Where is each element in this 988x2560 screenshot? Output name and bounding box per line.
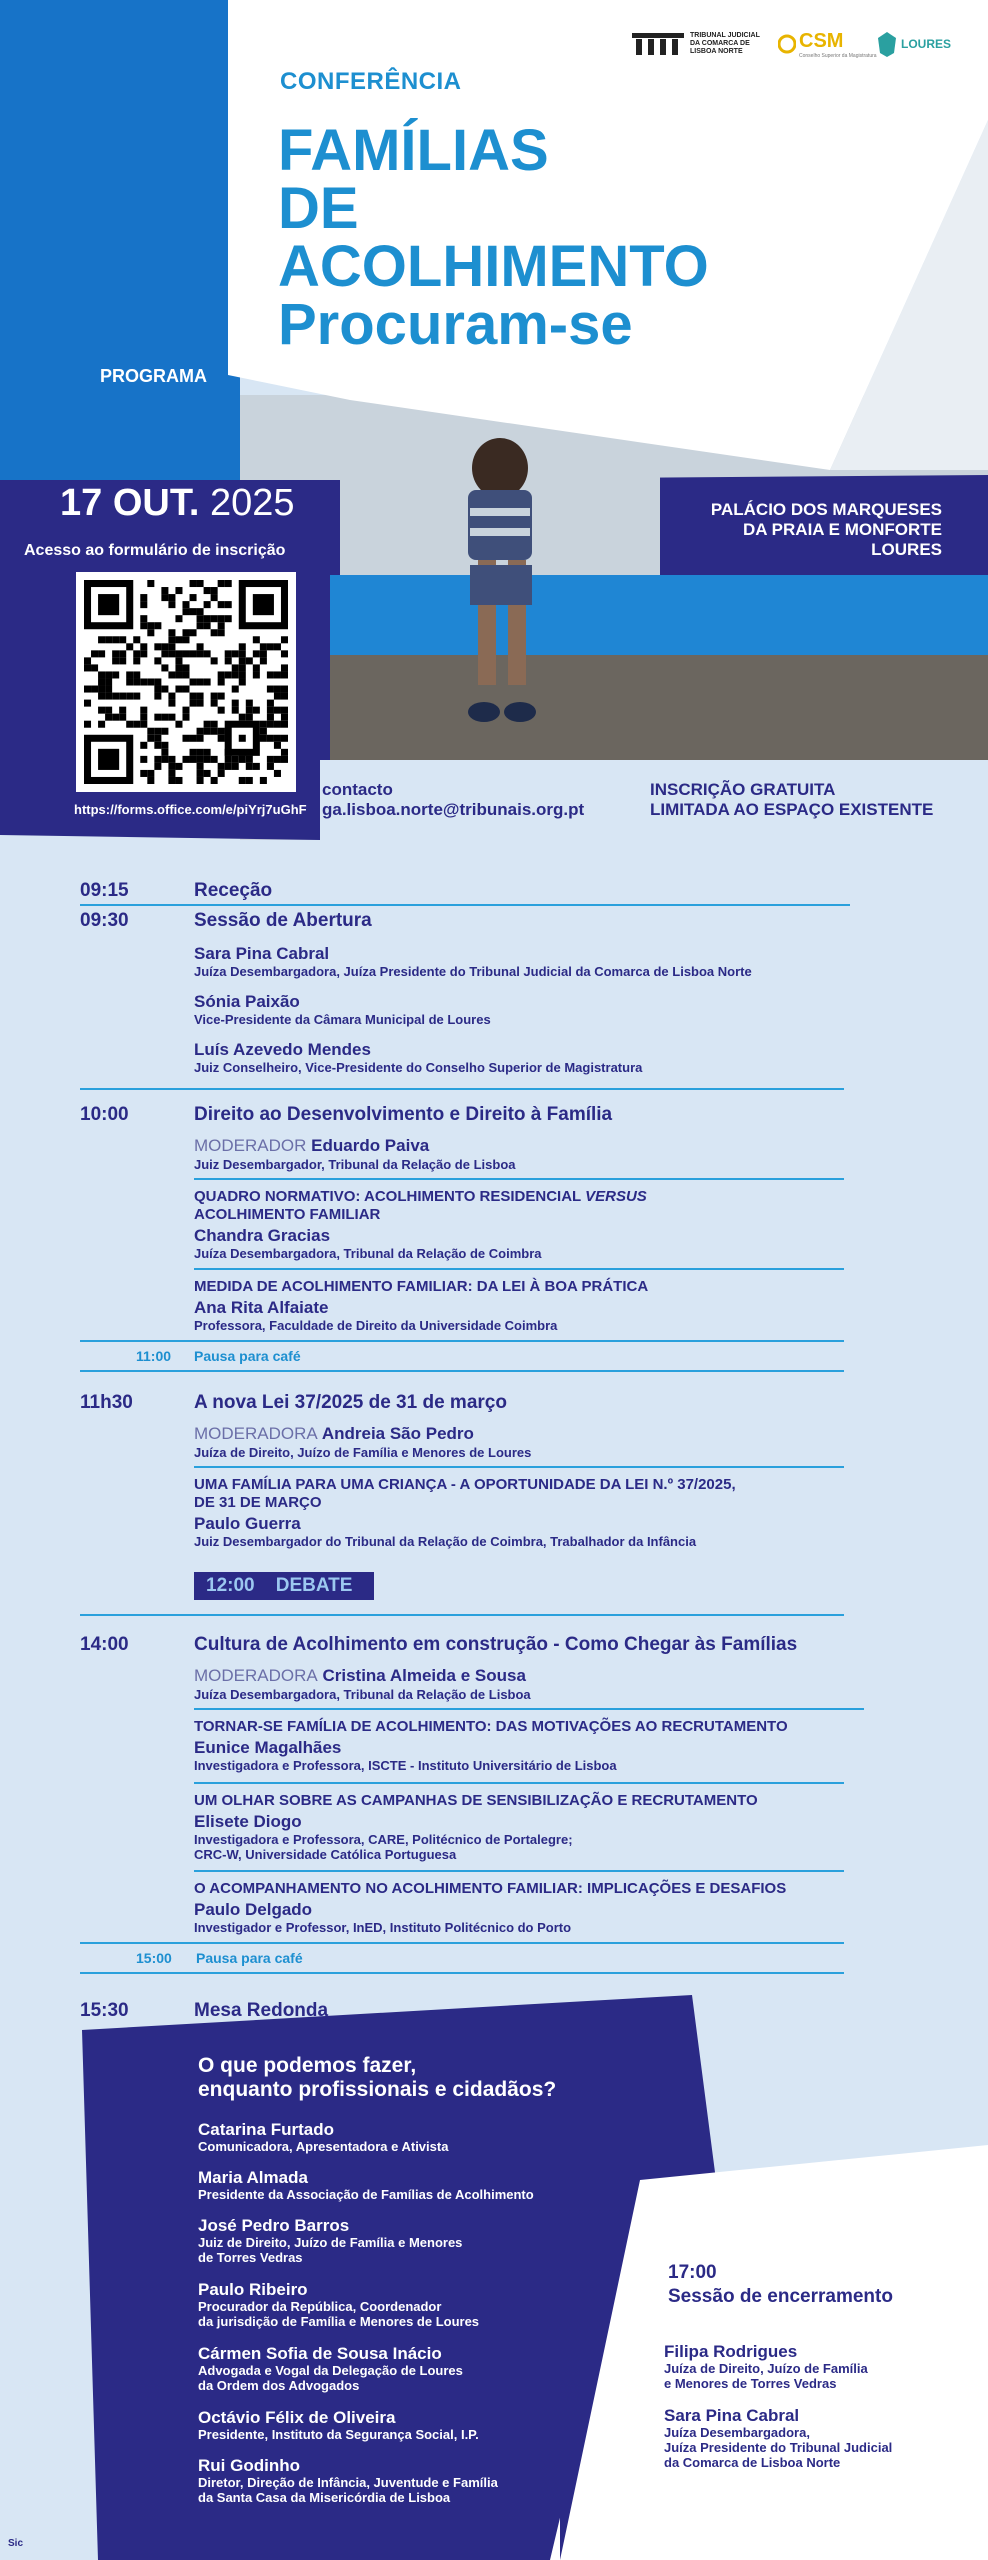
speaker-role: Professora, Faculdade de Direito da Universidade Coimbra bbox=[194, 1318, 558, 1333]
talk-title-line2: ACOLHIMENTO FAMILIAR bbox=[194, 1206, 381, 1223]
csm-logo-sub: Conselho Superior da Magistratura bbox=[799, 52, 877, 59]
moderator-name: Andreia São Pedro bbox=[321, 1424, 474, 1443]
panelist-name: Octávio Félix de Oliveira bbox=[198, 2408, 396, 2427]
session-title-round-table: Mesa Redonda bbox=[194, 2000, 329, 2021]
speaker-role: Investigadora e Professora, ISCTE - Instituto Universitário de Lisboa bbox=[194, 1758, 617, 1773]
speaker-name: Paulo Guerra bbox=[194, 1514, 301, 1533]
divider bbox=[194, 1708, 864, 1710]
pause-time: 15:00 bbox=[136, 1950, 172, 1966]
csm-emblem-icon bbox=[778, 29, 796, 59]
divider bbox=[80, 1088, 844, 1090]
venue: PALÁCIO DOS MARQUESES DA PRAIA E MONFORTE LOURES bbox=[710, 500, 942, 559]
footer-mark: Sic bbox=[8, 2538, 24, 2549]
divider bbox=[80, 1340, 844, 1342]
moderator-label: MODERADOR bbox=[194, 1136, 307, 1155]
speaker-name: Sónia Paixão bbox=[194, 992, 300, 1011]
session-title-reception: Receção bbox=[194, 880, 273, 901]
speaker-name: Elisete Diogo bbox=[194, 1812, 302, 1831]
time-1000: 10:00 bbox=[80, 1104, 129, 1125]
round-table-question: O que podemos fazer, enquanto profissionais e cidadãos? bbox=[198, 2054, 557, 2101]
loures-logo-text: LOURES bbox=[901, 37, 952, 51]
debate-label: DEBATE bbox=[275, 1575, 353, 1596]
contact-email[interactable]: ga.lisboa.norte@tribunais.org.pt bbox=[322, 800, 585, 819]
divider bbox=[194, 1466, 844, 1468]
divider bbox=[80, 1614, 844, 1616]
panelist-name: Maria Almada bbox=[198, 2168, 308, 2187]
session-title-1000: Direito ao Desenvolvimento e Direito à Família bbox=[194, 1104, 613, 1125]
talk-title: UM OLHAR SOBRE AS CAMPANHAS DE SENSIBILIZAÇÃO E RECRUTAMENTO bbox=[194, 1792, 758, 1809]
tribunal-logo-text: TRIBUNAL JUDICIAL DA COMARCA DE LISBOA NORTE bbox=[690, 32, 760, 55]
speaker-role: Juiz Conselheiro, Vice-Presidente do Conselho Superior de Magistratura bbox=[194, 1060, 643, 1075]
tribunal-building-icon bbox=[630, 29, 686, 59]
form-url[interactable]: https://forms.office.com/e/piYrj7uGhF bbox=[74, 802, 307, 817]
panelist-role: Diretor, Direção de Infância, Juventude e Família da Santa Casa da Misericórdia de Lisboa bbox=[198, 2475, 498, 2505]
session-title-closing: Sessão de encerramento bbox=[668, 2286, 893, 2307]
time-1130: 11h30 bbox=[80, 1392, 133, 1413]
registration-qr-code[interactable] bbox=[76, 572, 296, 792]
talk-title bbox=[194, 1188, 647, 1205]
pause-label: Pausa para café bbox=[196, 1950, 303, 1966]
speaker-role: Vice-Presidente da Câmara Municipal de Loures bbox=[194, 1012, 491, 1027]
divider bbox=[194, 1870, 844, 1872]
speaker-role: Juiz Desembargador do Tribunal da Relação de Coimbra, Trabalhador da Infância bbox=[194, 1534, 697, 1549]
speaker-role: Investigador e Professor, InED, Instituto Politécnico do Porto bbox=[194, 1920, 572, 1935]
moderator-name: Cristina Almeida e Sousa bbox=[322, 1666, 526, 1685]
talk-title: TORNAR-SE FAMÍLIA DE ACOLHIMENTO: DAS MOTIVAÇÕES AO RECRUTAMENTO bbox=[194, 1718, 788, 1735]
panelist-role: Presidente, Instituto da Segurança Social, I.P. bbox=[198, 2427, 479, 2442]
panelist-role: Juiz de Direito, Juízo de Família e Menores de Torres Vedras bbox=[198, 2235, 463, 2265]
debate-badge bbox=[194, 1572, 374, 1600]
contact-block bbox=[322, 780, 584, 820]
speaker-name: Luís Azevedo Mendes bbox=[194, 1040, 371, 1059]
speaker-name: Filipa Rodrigues bbox=[664, 2342, 798, 2361]
conference-label: CONFERÊNCIA bbox=[280, 68, 462, 95]
talk-title: UMA FAMÍLIA PARA UMA CRIANÇA - A OPORTUNIDADE DA LEI N.º 37/2025, bbox=[194, 1476, 736, 1493]
talk-title: O ACOMPANHAMENTO NO ACOLHIMENTO FAMILIAR: IMPLICAÇÕES E DESAFIOS bbox=[194, 1880, 787, 1897]
panelist-name: Catarina Furtado bbox=[198, 2120, 335, 2139]
title-line-4: Procuram-se bbox=[278, 292, 633, 357]
registration-info: INSCRIÇÃO GRATUITA LIMITADA AO ESPAÇO EXISTENTE bbox=[650, 780, 934, 819]
panelist-name: Paulo Ribeiro bbox=[198, 2280, 308, 2299]
talk-title-line2: DE 31 DE MARÇO bbox=[194, 1494, 322, 1511]
speaker-name: Sara Pina Cabral bbox=[664, 2406, 800, 2425]
speaker-name: Paulo Delgado bbox=[194, 1900, 313, 1919]
speaker-role: Juíza Desembargadora, Juíza Presidente do Tribunal Judicial da Comarca de Lisboa Norte bbox=[664, 2425, 893, 2470]
session-title-opening: Sessão de Abertura bbox=[194, 910, 372, 931]
speaker-role: Juíza Desembargadora, Juíza Presidente do Tribunal Judicial da Comarca de Lisboa Norte bbox=[194, 964, 752, 979]
speaker-name: Ana Rita Alfaiate bbox=[194, 1298, 329, 1317]
divider bbox=[80, 1972, 844, 1974]
contact-label: contacto bbox=[322, 780, 393, 799]
time-0915: 09:15 bbox=[80, 880, 129, 901]
event-day: 17 OUT. bbox=[60, 482, 200, 524]
divider bbox=[194, 1782, 844, 1784]
pause-time: 11:00 bbox=[136, 1348, 172, 1364]
title-line-1: FAMÍLIAS bbox=[278, 118, 549, 183]
form-access-label: Acesso ao formulário de inscrição bbox=[24, 542, 286, 559]
speaker-role: Juíza de Direito, Juízo de Família e Menores de Torres Vedras bbox=[664, 2361, 868, 2391]
csm-logo-text: CSM bbox=[799, 29, 844, 52]
panelist-role: Procurador da República, Coordenador da jurisdição de Família e Menores de Loures bbox=[198, 2299, 480, 2329]
speaker-name: Sara Pina Cabral bbox=[194, 944, 330, 963]
divider bbox=[194, 1178, 844, 1180]
moderator-role: Juíza Desembargadora, Tribunal da Relação de Lisboa bbox=[194, 1687, 531, 1702]
panelist-name: Cármen Sofia de Sousa Inácio bbox=[198, 2344, 442, 2363]
moderator-role: Juiz Desembargador, Tribunal da Relação de Lisboa bbox=[194, 1157, 516, 1172]
divider bbox=[80, 904, 850, 906]
title-line-2: DE bbox=[278, 176, 359, 241]
speaker-role: Juíza Desembargadora, Tribunal da Relação de Coimbra bbox=[194, 1246, 542, 1261]
speaker-role: Investigadora e Professora, CARE, Politécnico de Portalegre; CRC-W, Universidade Católica Portuguesa bbox=[194, 1832, 573, 1862]
loures-logo bbox=[876, 22, 951, 66]
talk-title-italic: VERSUS bbox=[585, 1188, 647, 1205]
talk-title: MEDIDA DE ACOLHIMENTO FAMILIAR: DA LEI À BOA PRÁTICA bbox=[194, 1278, 649, 1295]
event-year: 2025 bbox=[209, 482, 295, 524]
session-title-1130: A nova Lei 37/2025 de 31 de março bbox=[194, 1392, 507, 1413]
session-title-1400: Cultura de Acolhimento em construção - Como Chegar às Famílias bbox=[194, 1634, 798, 1655]
panelist-role: Advogada e Vogal da Delegação de Loures da Ordem dos Advogados bbox=[198, 2363, 463, 2393]
time-0930: 09:30 bbox=[80, 910, 129, 931]
event-date bbox=[60, 482, 295, 525]
moderator-label: MODERADORA bbox=[194, 1424, 318, 1443]
speaker-name: Chandra Gracias bbox=[194, 1226, 331, 1245]
moderator bbox=[194, 1136, 429, 1156]
time-1400: 14:00 bbox=[80, 1634, 129, 1655]
moderator-role: Juíza de Direito, Juízo de Família e Menores de Loures bbox=[194, 1445, 532, 1460]
tribunal-logo bbox=[630, 22, 762, 66]
debate-time: 12:00 bbox=[206, 1575, 255, 1596]
moderator-name: Eduardo Paiva bbox=[311, 1136, 430, 1155]
qr-code-icon bbox=[84, 580, 288, 784]
panelist-name: José Pedro Barros bbox=[198, 2216, 350, 2235]
speaker-name: Eunice Magalhães bbox=[194, 1738, 342, 1757]
divider bbox=[80, 1370, 844, 1372]
talk-title-part: QUADRO NORMATIVO: ACOLHIMENTO RESIDENCIAL bbox=[194, 1188, 586, 1205]
panelist-role: Comunicadora, Apresentadora e Ativista bbox=[198, 2139, 449, 2154]
time-1700: 17:00 bbox=[668, 2262, 717, 2283]
moderator-label: MODERADORA bbox=[194, 1666, 318, 1685]
csm-logo bbox=[778, 22, 877, 66]
pause-label: Pausa para café bbox=[194, 1348, 301, 1364]
title-line-3: ACOLHIMENTO bbox=[278, 234, 709, 299]
programa-label: PROGRAMA bbox=[100, 366, 207, 386]
panelist-role: Presidente da Associação de Famílias de Acolhimento bbox=[198, 2187, 534, 2202]
event-title bbox=[278, 118, 709, 357]
loures-emblem-icon bbox=[876, 29, 898, 59]
divider bbox=[194, 1268, 844, 1270]
panelist-name: Rui Godinho bbox=[198, 2456, 300, 2475]
time-1530: 15:30 bbox=[80, 2000, 129, 2021]
divider bbox=[80, 1942, 844, 1944]
moderator bbox=[194, 1666, 526, 1686]
moderator bbox=[194, 1424, 474, 1444]
